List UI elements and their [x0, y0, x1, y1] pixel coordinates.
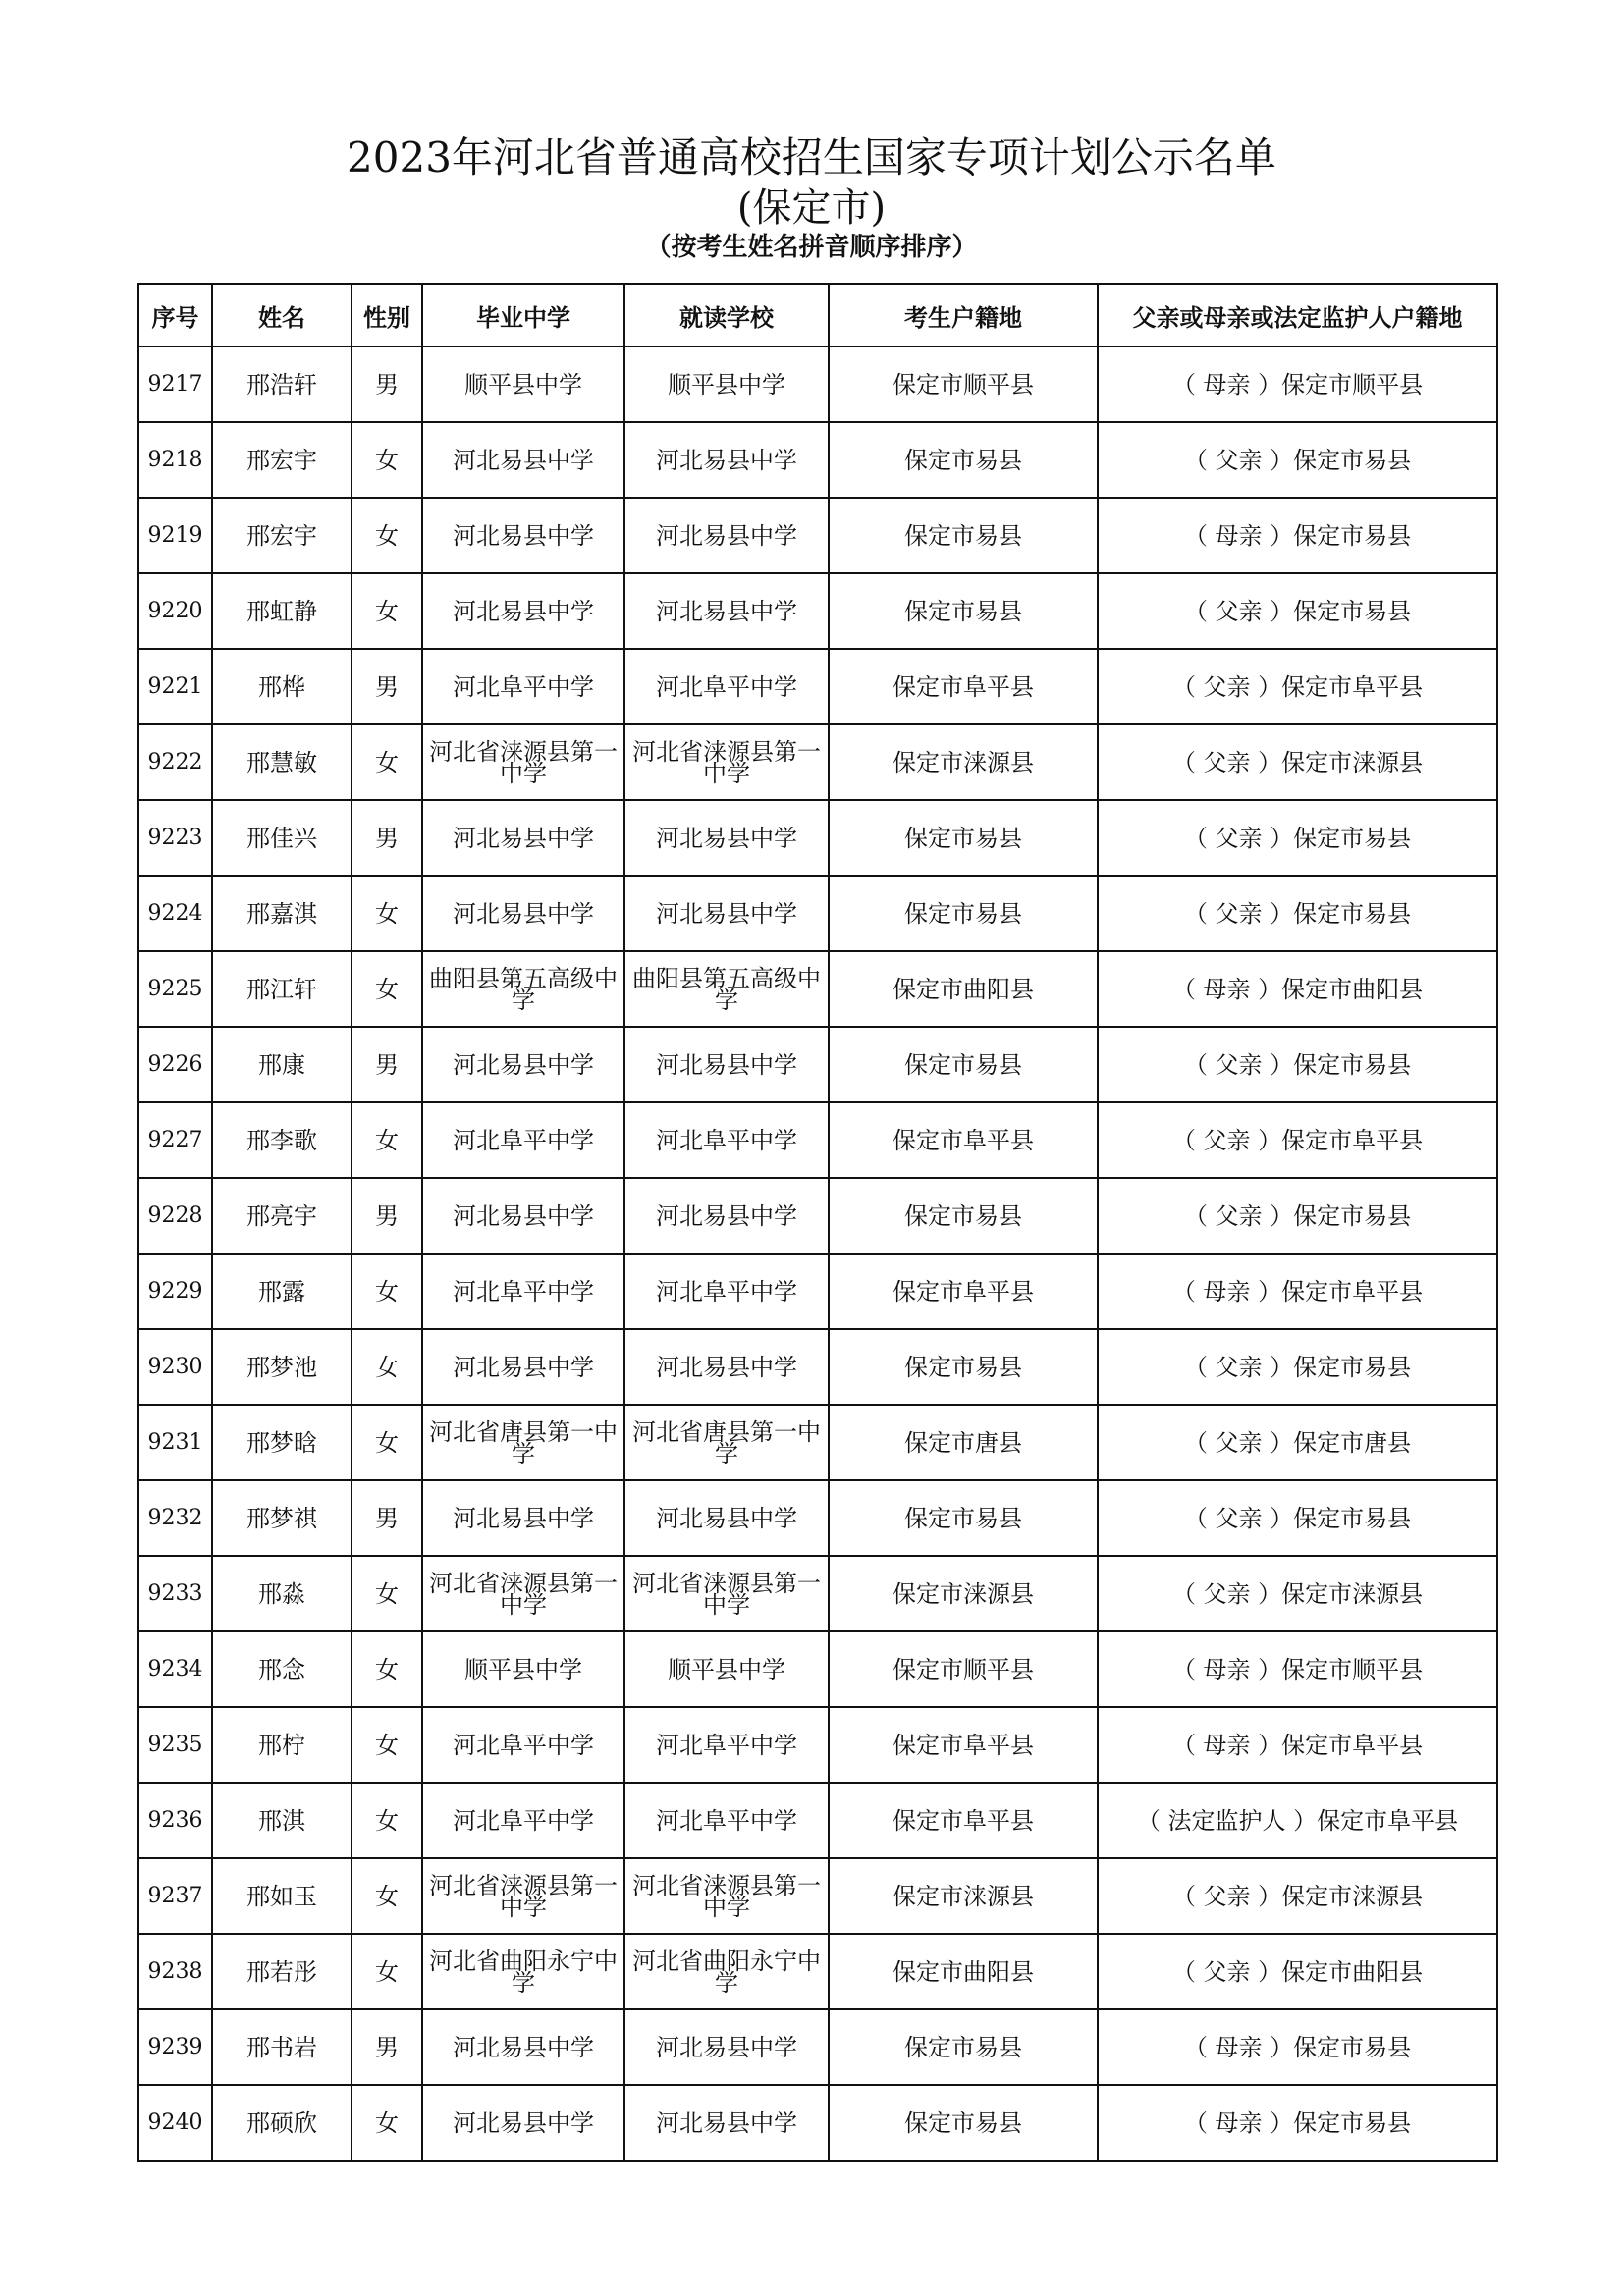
cell-name: 邢嘉淇 — [212, 876, 352, 951]
cell-name: 邢梦晗 — [212, 1405, 352, 1480]
cell-current-school: 河北易县中学 — [624, 2009, 829, 2085]
cell-current-school: 河北省涞源县第一中学 — [624, 1556, 829, 1631]
cell-gender: 女 — [352, 1707, 422, 1783]
cell-gender: 男 — [352, 1480, 422, 1556]
cell-gender: 女 — [352, 724, 422, 800]
document-subtitle: (保定市) — [736, 186, 887, 231]
cell-gender: 女 — [352, 498, 422, 573]
table-row — [138, 498, 1497, 573]
table-row — [138, 573, 1497, 649]
cell-gender: 女 — [352, 1102, 422, 1178]
cell-guardian-residence: （ 父亲 ）保定市涞源县 — [1098, 1858, 1497, 1934]
cell-graduated-school: 河北阜平中学 — [422, 1783, 624, 1858]
cell-guardian-residence: （ 父亲 ）保定市易县 — [1098, 800, 1497, 876]
cell-guardian-residence: （ 母亲 ）保定市阜平县 — [1098, 1254, 1497, 1329]
cell-seq: 9237 — [138, 1858, 212, 1934]
cell-graduated-school: 河北阜平中学 — [422, 1707, 624, 1783]
cell-current-school: 河北易县中学 — [624, 422, 829, 498]
cell-guardian-residence: （ 父亲 ）保定市易县 — [1098, 1480, 1497, 1556]
cell-graduated-school: 河北阜平中学 — [422, 1254, 624, 1329]
header-name: 姓名 — [212, 284, 352, 347]
cell-name: 邢浩轩 — [212, 347, 352, 422]
cell-graduated-school: 河北省唐县第一中学 — [422, 1405, 624, 1480]
cell-graduated-school: 河北易县中学 — [422, 573, 624, 649]
cell-name: 邢露 — [212, 1254, 352, 1329]
cell-graduated-school: 河北易县中学 — [422, 498, 624, 573]
table-row — [138, 1405, 1497, 1480]
cell-student-residence: 保定市涞源县 — [829, 724, 1098, 800]
cell-current-school: 河北阜平中学 — [624, 649, 829, 724]
cell-gender: 女 — [352, 573, 422, 649]
cell-name: 邢桦 — [212, 649, 352, 724]
cell-gender: 女 — [352, 1858, 422, 1934]
cell-guardian-residence: （ 母亲 ）保定市顺平县 — [1098, 1631, 1497, 1707]
cell-seq: 9223 — [138, 800, 212, 876]
sort-note: （按考生姓名拼音顺序排序） — [645, 233, 978, 262]
cell-current-school: 顺平县中学 — [624, 1631, 829, 1707]
cell-guardian-residence: （ 父亲 ）保定市曲阳县 — [1098, 1934, 1497, 2009]
cell-guardian-residence: （ 父亲 ）保定市易县 — [1098, 1027, 1497, 1102]
cell-graduated-school: 河北易县中学 — [422, 2009, 624, 2085]
cell-gender: 男 — [352, 1178, 422, 1254]
cell-gender: 女 — [352, 2085, 422, 2161]
cell-graduated-school: 河北易县中学 — [422, 422, 624, 498]
cell-current-school: 河北易县中学 — [624, 2085, 829, 2161]
cell-name: 邢虹静 — [212, 573, 352, 649]
cell-graduated-school: 顺平县中学 — [422, 1631, 624, 1707]
cell-student-residence: 保定市阜平县 — [829, 649, 1098, 724]
cell-gender: 男 — [352, 800, 422, 876]
cell-guardian-residence: （ 父亲 ）保定市阜平县 — [1098, 1102, 1497, 1178]
cell-name: 邢李歌 — [212, 1102, 352, 1178]
cell-seq: 9232 — [138, 1480, 212, 1556]
cell-name: 邢康 — [212, 1027, 352, 1102]
cell-current-school: 顺平县中学 — [624, 347, 829, 422]
table-row — [138, 724, 1497, 800]
table-row — [138, 2009, 1497, 2085]
table-row — [138, 951, 1497, 1027]
table-row — [138, 1556, 1497, 1631]
cell-guardian-residence: （ 母亲 ）保定市曲阳县 — [1098, 951, 1497, 1027]
cell-student-residence: 保定市易县 — [829, 573, 1098, 649]
cell-guardian-residence: （ 母亲 ）保定市顺平县 — [1098, 347, 1497, 422]
cell-seq: 9236 — [138, 1783, 212, 1858]
cell-guardian-residence: （ 父亲 ）保定市易县 — [1098, 876, 1497, 951]
cell-current-school: 河北省涞源县第一中学 — [624, 1858, 829, 1934]
cell-seq: 9229 — [138, 1254, 212, 1329]
cell-seq: 9226 — [138, 1027, 212, 1102]
cell-guardian-residence: （ 母亲 ）保定市阜平县 — [1098, 1707, 1497, 1783]
cell-gender: 女 — [352, 1934, 422, 2009]
cell-graduated-school: 河北省涞源县第一中学 — [422, 1556, 624, 1631]
cell-student-residence: 保定市阜平县 — [829, 1707, 1098, 1783]
cell-student-residence: 保定市易县 — [829, 2009, 1098, 2085]
cell-gender: 女 — [352, 1631, 422, 1707]
cell-graduated-school: 河北省涞源县第一中学 — [422, 724, 624, 800]
cell-student-residence: 保定市易县 — [829, 422, 1098, 498]
cell-name: 邢慧敏 — [212, 724, 352, 800]
cell-guardian-residence: （ 父亲 ）保定市涞源县 — [1098, 724, 1497, 800]
cell-current-school: 河北阜平中学 — [624, 1102, 829, 1178]
cell-name: 邢淇 — [212, 1783, 352, 1858]
cell-graduated-school: 河北易县中学 — [422, 1480, 624, 1556]
cell-gender: 女 — [352, 422, 422, 498]
table-row — [138, 1707, 1497, 1783]
cell-name: 邢亮宇 — [212, 1178, 352, 1254]
cell-gender: 女 — [352, 1254, 422, 1329]
cell-graduated-school: 顺平县中学 — [422, 347, 624, 422]
table-row — [138, 800, 1497, 876]
cell-current-school: 河北易县中学 — [624, 498, 829, 573]
cell-name: 邢宏宇 — [212, 498, 352, 573]
cell-student-residence: 保定市易县 — [829, 1480, 1098, 1556]
cell-name: 邢江轩 — [212, 951, 352, 1027]
cell-seq: 9221 — [138, 649, 212, 724]
cell-graduated-school: 曲阳县第五高级中学 — [422, 951, 624, 1027]
cell-student-residence: 保定市易县 — [829, 876, 1098, 951]
cell-name: 邢念 — [212, 1631, 352, 1707]
cell-guardian-residence: （ 父亲 ）保定市阜平县 — [1098, 649, 1497, 724]
cell-current-school: 河北省唐县第一中学 — [624, 1405, 829, 1480]
cell-student-residence: 保定市顺平县 — [829, 1631, 1098, 1707]
cell-name: 邢淼 — [212, 1556, 352, 1631]
cell-guardian-residence: （ 父亲 ）保定市易县 — [1098, 573, 1497, 649]
cell-seq: 9224 — [138, 876, 212, 951]
table-row — [138, 876, 1497, 951]
cell-name: 邢如玉 — [212, 1858, 352, 1934]
cell-guardian-residence: （ 父亲 ）保定市易县 — [1098, 422, 1497, 498]
cell-seq: 9222 — [138, 724, 212, 800]
header-current-school: 就读学校 — [624, 284, 829, 347]
cell-current-school: 河北易县中学 — [624, 800, 829, 876]
cell-current-school: 河北易县中学 — [624, 573, 829, 649]
table-row — [138, 1858, 1497, 1934]
cell-seq: 9230 — [138, 1329, 212, 1405]
roster-table — [137, 283, 1498, 2162]
cell-name: 邢梦祺 — [212, 1480, 352, 1556]
table-header-row — [138, 284, 1497, 347]
cell-student-residence: 保定市易县 — [829, 1178, 1098, 1254]
cell-gender: 女 — [352, 1405, 422, 1480]
cell-gender: 男 — [352, 649, 422, 724]
cell-guardian-residence: （ 父亲 ）保定市易县 — [1098, 1329, 1497, 1405]
cell-gender: 女 — [352, 951, 422, 1027]
cell-student-residence: 保定市曲阳县 — [829, 951, 1098, 1027]
header-guardian-residence: 父亲或母亲或法定监护人户籍地 — [1098, 284, 1497, 347]
cell-gender: 女 — [352, 1556, 422, 1631]
cell-seq: 9227 — [138, 1102, 212, 1178]
cell-guardian-residence: （ 法定监护人 ）保定市阜平县 — [1098, 1783, 1497, 1858]
cell-student-residence: 保定市阜平县 — [829, 1254, 1098, 1329]
cell-guardian-residence: （ 父亲 ）保定市易县 — [1098, 1178, 1497, 1254]
table-row — [138, 1480, 1497, 1556]
cell-student-residence: 保定市唐县 — [829, 1405, 1098, 1480]
cell-seq: 9235 — [138, 1707, 212, 1783]
cell-name: 邢梦池 — [212, 1329, 352, 1405]
cell-graduated-school: 河北易县中学 — [422, 876, 624, 951]
cell-seq: 9217 — [138, 347, 212, 422]
document-title: 2023年河北省普通高校招生国家专项计划公示名单 — [347, 133, 1276, 182]
cell-seq: 9238 — [138, 1934, 212, 2009]
cell-student-residence: 保定市易县 — [829, 800, 1098, 876]
cell-student-residence: 保定市易县 — [829, 1329, 1098, 1405]
cell-student-residence: 保定市易县 — [829, 1027, 1098, 1102]
cell-gender: 男 — [352, 1027, 422, 1102]
cell-guardian-residence: （ 父亲 ）保定市唐县 — [1098, 1405, 1497, 1480]
cell-current-school: 河北阜平中学 — [624, 1707, 829, 1783]
cell-seq: 9220 — [138, 573, 212, 649]
cell-graduated-school: 河北阜平中学 — [422, 649, 624, 724]
cell-name: 邢佳兴 — [212, 800, 352, 876]
cell-current-school: 河北易县中学 — [624, 1027, 829, 1102]
table-row — [138, 422, 1497, 498]
cell-guardian-residence: （ 母亲 ）保定市易县 — [1098, 2009, 1497, 2085]
table-row — [138, 1631, 1497, 1707]
table-row — [138, 1329, 1497, 1405]
cell-gender: 女 — [352, 876, 422, 951]
cell-student-residence: 保定市阜平县 — [829, 1783, 1098, 1858]
cell-student-residence: 保定市易县 — [829, 2085, 1098, 2161]
cell-name: 邢书岩 — [212, 2009, 352, 2085]
cell-current-school: 曲阳县第五高级中学 — [624, 951, 829, 1027]
header-seq: 序号 — [138, 284, 212, 347]
cell-current-school: 河北易县中学 — [624, 1178, 829, 1254]
cell-seq: 9219 — [138, 498, 212, 573]
table-body — [138, 347, 1497, 2161]
cell-seq: 9218 — [138, 422, 212, 498]
cell-graduated-school: 河北省曲阳永宁中学 — [422, 1934, 624, 2009]
cell-current-school: 河北阜平中学 — [624, 1254, 829, 1329]
cell-seq: 9231 — [138, 1405, 212, 1480]
cell-current-school: 河北易县中学 — [624, 1329, 829, 1405]
table-row — [138, 1178, 1497, 1254]
table-row — [138, 1934, 1497, 2009]
table-row — [138, 2085, 1497, 2161]
cell-seq: 9225 — [138, 951, 212, 1027]
cell-guardian-residence: （ 母亲 ）保定市易县 — [1098, 2085, 1497, 2161]
table-row — [138, 1254, 1497, 1329]
cell-graduated-school: 河北易县中学 — [422, 1178, 624, 1254]
cell-name: 邢硕欣 — [212, 2085, 352, 2161]
cell-current-school: 河北省曲阳永宁中学 — [624, 1934, 829, 2009]
cell-seq: 9240 — [138, 2085, 212, 2161]
cell-student-residence: 保定市涞源县 — [829, 1858, 1098, 1934]
table-row — [138, 1102, 1497, 1178]
table-row — [138, 1027, 1497, 1102]
cell-guardian-residence: （ 父亲 ）保定市涞源县 — [1098, 1556, 1497, 1631]
table-row — [138, 347, 1497, 422]
cell-gender: 男 — [352, 2009, 422, 2085]
header-student-residence: 考生户籍地 — [829, 284, 1098, 347]
cell-student-residence: 保定市顺平县 — [829, 347, 1098, 422]
cell-graduated-school: 河北易县中学 — [422, 1329, 624, 1405]
cell-name: 邢柠 — [212, 1707, 352, 1783]
cell-gender: 女 — [352, 1783, 422, 1858]
header-gender: 性别 — [352, 284, 422, 347]
table-row — [138, 649, 1497, 724]
cell-gender: 男 — [352, 347, 422, 422]
cell-name: 邢宏宇 — [212, 422, 352, 498]
cell-current-school: 河北阜平中学 — [624, 1783, 829, 1858]
cell-gender: 女 — [352, 1329, 422, 1405]
cell-current-school: 河北省涞源县第一中学 — [624, 724, 829, 800]
cell-seq: 9233 — [138, 1556, 212, 1631]
cell-student-residence: 保定市易县 — [829, 498, 1098, 573]
cell-graduated-school: 河北省涞源县第一中学 — [422, 1858, 624, 1934]
cell-student-residence: 保定市涞源县 — [829, 1556, 1098, 1631]
cell-student-residence: 保定市阜平县 — [829, 1102, 1098, 1178]
cell-guardian-residence: （ 母亲 ）保定市易县 — [1098, 498, 1497, 573]
cell-seq: 9234 — [138, 1631, 212, 1707]
cell-seq: 9239 — [138, 2009, 212, 2085]
cell-student-residence: 保定市曲阳县 — [829, 1934, 1098, 2009]
cell-graduated-school: 河北阜平中学 — [422, 1102, 624, 1178]
cell-graduated-school: 河北易县中学 — [422, 2085, 624, 2161]
cell-current-school: 河北易县中学 — [624, 876, 829, 951]
cell-current-school: 河北易县中学 — [624, 1480, 829, 1556]
header-graduated-school: 毕业中学 — [422, 284, 624, 347]
cell-name: 邢若彤 — [212, 1934, 352, 2009]
cell-seq: 9228 — [138, 1178, 212, 1254]
cell-graduated-school: 河北易县中学 — [422, 1027, 624, 1102]
table-row — [138, 1783, 1497, 1858]
cell-graduated-school: 河北易县中学 — [422, 800, 624, 876]
